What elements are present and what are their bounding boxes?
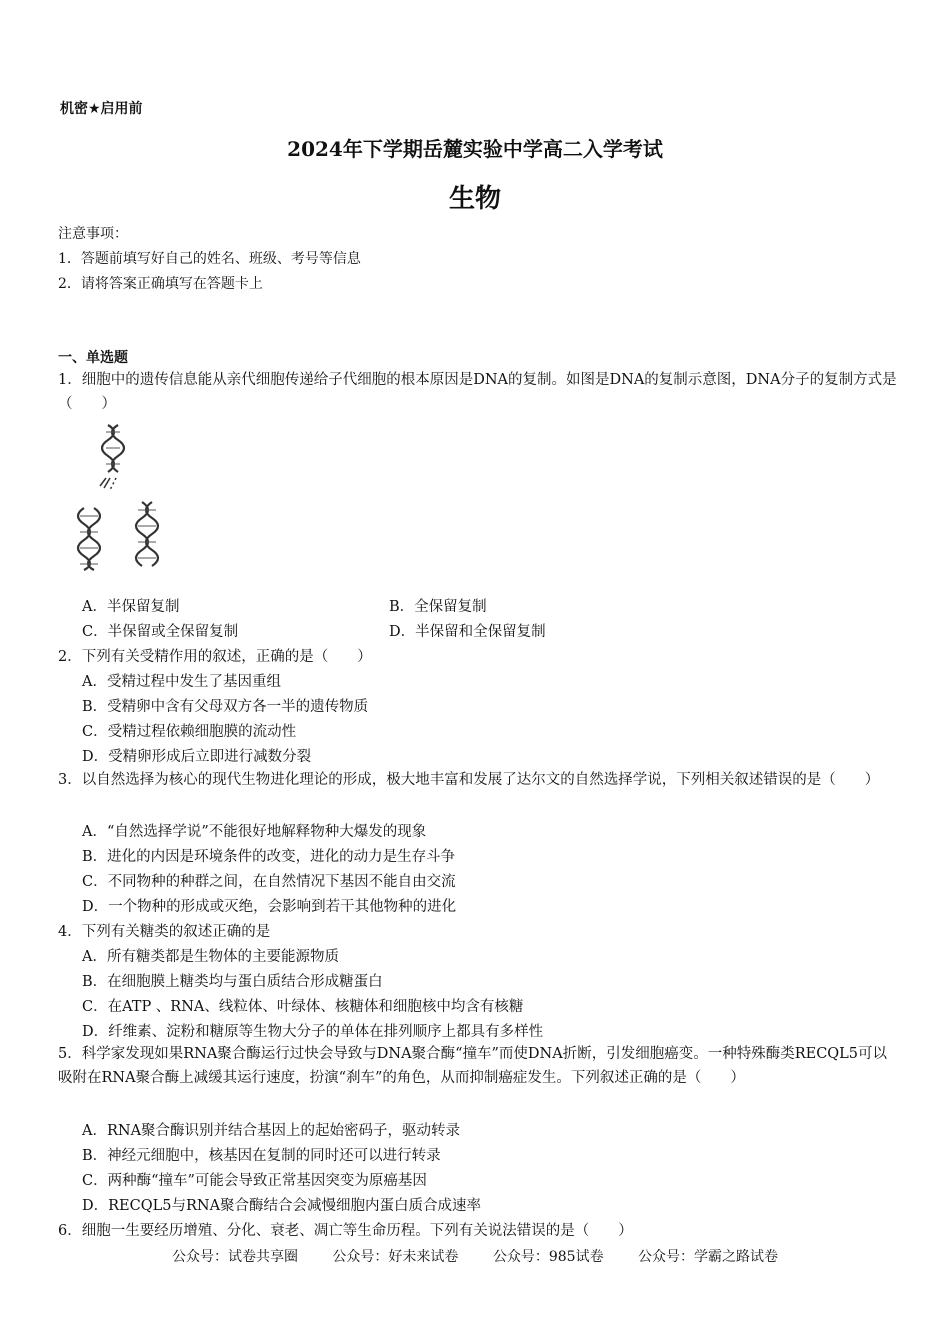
- notes-heading: 注意事项：: [58, 226, 128, 242]
- question-1-stem: 1．细胞中的遗传信息能从亲代细胞传递给子代细胞的根本原因是DNA的复制。如图是DNA的复制示意图，DNA分子的复制方式是（ ）: [58, 372, 897, 412]
- question-6-stem: 6．细胞一生要经历增殖、分化、衰老、凋亡等生命历程。下列有关说法错误的是（ ）: [58, 1223, 633, 1239]
- dna-replication-figure: [70, 420, 170, 575]
- option-d: D．纤维素、淀粉和糖原等生物大分子的单体在排列顺序上都具有多样性: [82, 1024, 544, 1040]
- footer: [0, 1246, 950, 1266]
- option-d: D．半保留和全保留复制: [389, 624, 546, 640]
- question-2-stem: 2．下列有关受精作用的叙述，正确的是（ ）: [58, 649, 372, 665]
- option-a: A．所有糖类都是生物体的主要能源物质: [82, 949, 339, 965]
- option-c: C．受精过程依赖细胞膜的流动性: [82, 724, 297, 740]
- question-5-stem: 5．科学家发现如果RNA聚合酶运行过快会导致与DNA聚合酶“撞车”而使DNA折断，引发细胞癌变。一种特殊酶类RECQL5可以吸附在RNA聚合酶上减缓其运行速度，扮演“刹车”的角色，从而抑制癌症发生。下列叙述正确的是（ ）: [58, 1046, 888, 1086]
- option-c: C．两种酶“撞车”可能会导致正常基因突变为原癌基因: [82, 1173, 427, 1189]
- note-item: 2．请将答案正确填写在答题卡上: [58, 276, 263, 292]
- option-b: B．进化的内因是环境条件的改变，进化的动力是生存斗争: [82, 849, 456, 865]
- option-c: C．不同物种的种群之间，在自然情况下基因不能自由交流: [82, 874, 456, 890]
- question-4-stem: 4．下列有关糖类的叙述正确的是: [58, 924, 271, 940]
- option-a: A．半保留复制: [82, 599, 180, 615]
- option-c: C．在ATP 、RNA、线粒体、叶绿体、核糖体和细胞核中均含有核糖: [82, 999, 524, 1015]
- footer-item: 公众号：985试卷: [492, 1249, 604, 1265]
- option-d: D．受精卵形成后立即进行减数分裂: [82, 749, 312, 765]
- exam-title: 2024年下学期岳麓实验中学高二入学考试: [287, 137, 663, 161]
- option-a: A．“自然选择学说”不能很好地解释物种大爆发的现象: [82, 824, 427, 840]
- option-b: B．受精卵中含有父母双方各一半的遗传物质: [82, 699, 369, 715]
- footer-item: 公众号：学霸之路试卷: [638, 1249, 779, 1265]
- option-a: A．受精过程中发生了基因重组: [82, 674, 281, 690]
- option-d: D．一个物种的形成或灭绝，会影响到若干其他物种的进化: [82, 899, 457, 915]
- note-item: 1．答题前填写好自己的姓名、班级、考号等信息: [58, 251, 361, 267]
- confidential-label: 机密★启用前: [60, 101, 143, 117]
- option-b: B．全保留复制: [389, 599, 487, 615]
- option-b: B．神经元细胞中，核基因在复制的同时还可以进行转录: [82, 1148, 441, 1164]
- option-c: C．半保留或全保留复制: [82, 624, 239, 640]
- section-heading: 一、单选题: [58, 350, 128, 366]
- subject-title: 生物: [448, 184, 501, 214]
- footer-item: 公众号：试卷共享圈: [171, 1249, 298, 1265]
- option-b: B．在细胞膜上糖类均与蛋白质结合形成糖蛋白: [82, 974, 383, 990]
- footer-item: 公众号：好未来试卷: [332, 1249, 459, 1265]
- option-a: A．RNA聚合酶识别并结合基因上的起始密码子，驱动转录: [82, 1123, 461, 1139]
- option-d: D．RECQL5与RNA聚合酶结合会减慢细胞内蛋白质合成速率: [82, 1198, 482, 1214]
- question-3-stem: 3．以自然选择为核心的现代生物进化理论的形成，极大地丰富和发展了达尔文的自然选择学说，下列相关叙述错误的是（ ）: [58, 772, 880, 788]
